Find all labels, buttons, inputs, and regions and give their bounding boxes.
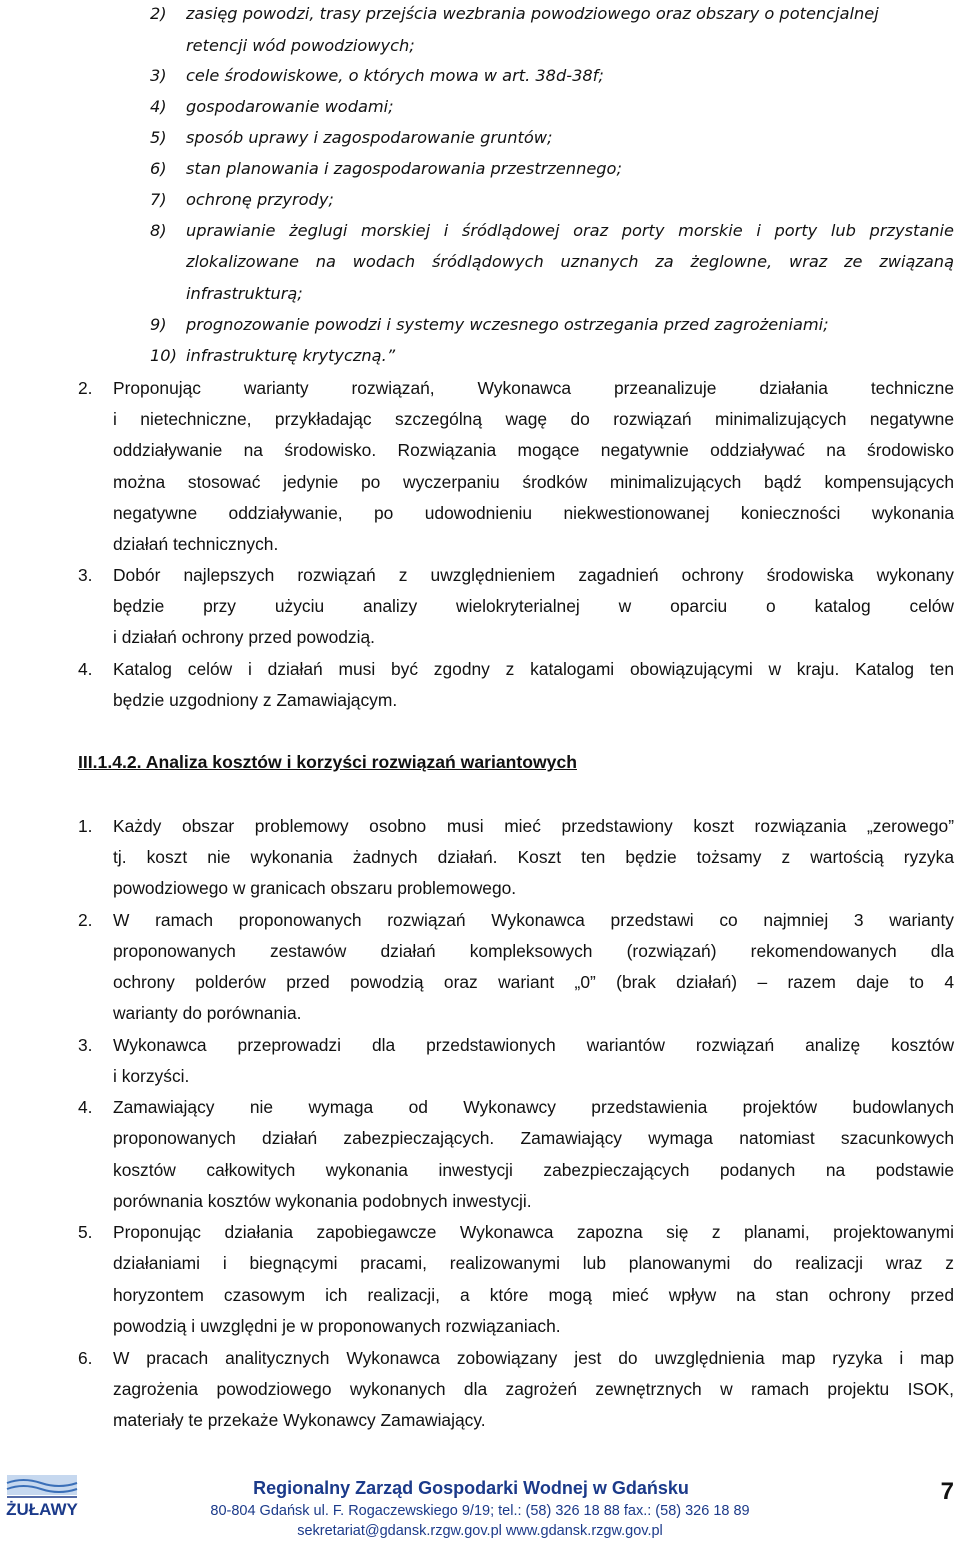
section2-num: 3. bbox=[78, 1035, 93, 1055]
top-list-line: zlokalizowane na wodach śródlądowych uznanych za żeglowne, wraz ze związaną bbox=[186, 252, 954, 271]
section1-line: będzie uzgodniony z Zamawiającym. bbox=[113, 690, 398, 710]
page-number: 7 bbox=[940, 1478, 954, 1505]
section2-line: W ramach proponowanych rozwiązań Wykonawca przedstawi co najmniej 3 warianty bbox=[113, 910, 954, 930]
section2-line: W pracach analitycznych Wykonawca zobowiązany jest do uwzględnienia map ryzyka i map bbox=[113, 1348, 954, 1368]
section2-line: warianty do porównania. bbox=[113, 1003, 302, 1023]
section2-num: 4. bbox=[78, 1097, 93, 1117]
section2-line: powodzią i uwzględni je w proponowanych rozwiązaniach. bbox=[113, 1316, 561, 1336]
section1-num: 3. bbox=[78, 565, 93, 585]
logo-text: ŻUŁAWY bbox=[6, 1500, 78, 1519]
top-list-num: 10) bbox=[150, 346, 177, 365]
footer-address: 80-804 Gdańsk ul. F. Rogaczewskiego 9/19; tel.: (58) 326 18 88 fax.: (58) 326 18 89 bbox=[210, 1503, 750, 1519]
section2-line: Wykonawca przeprowadzi dla przedstawionych wariantów rozwiązań analizę kosztów bbox=[113, 1035, 954, 1055]
section1-line: będzie przy użyciu analizy wielokryterialnej w oparciu o katalog celów bbox=[113, 596, 954, 616]
top-list-line: ochronę przyrody; bbox=[186, 190, 334, 209]
top-list-line: infrastrukturą; bbox=[186, 284, 303, 303]
section1-line: Proponując warianty rozwiązań, Wykonawca przeanalizuje działania techniczne bbox=[113, 378, 954, 398]
section2-line: zagrożenia powodziowego wykonanych dla zagrożeń zewnętrznych w ramach projektu ISOK, bbox=[113, 1379, 954, 1399]
footer-title: Regionalny Zarząd Gospodarki Wodnej w Gdańsku bbox=[253, 1478, 689, 1498]
top-list-num: 9) bbox=[150, 315, 167, 334]
top-list-num: 6) bbox=[150, 159, 167, 178]
section2-line: tj. koszt nie wykonania żadnych działań. Koszt ten będzie tożsamy z wartością ryzyka bbox=[113, 847, 954, 867]
top-list-line: zasięg powodzi, trasy przejścia wezbrania powodziowego oraz obszary o potencjalnej bbox=[186, 4, 879, 23]
zulawy-logo bbox=[3, 1473, 81, 1519]
top-list-num: 3) bbox=[150, 66, 167, 85]
section2-line: powodziowego w granicach obszaru problemowego. bbox=[113, 878, 517, 898]
section2-line: działaniami i biegnącymi pracami, realizowanymi lub planowanymi do realizacji wraz z bbox=[113, 1253, 954, 1273]
section2-line: proponowanych działań zabezpieczających. Zamawiający wymaga natomiast szacunkowych bbox=[113, 1128, 954, 1148]
top-list-num: 4) bbox=[150, 97, 167, 116]
section1-line: Katalog celów i działań musi być zgodny z katalogami obowiązującymi w kraju. Katalog ten bbox=[113, 659, 954, 679]
top-list-line: gospodarowanie wodami; bbox=[186, 97, 394, 116]
section2-line: materiały te przekaże Wykonawcy Zamawiający. bbox=[113, 1410, 486, 1430]
section2-line: ochrony polderów przed powodzią oraz wariant „0” (brak działań) – razem daje to 4 bbox=[113, 972, 954, 992]
section2-line: kosztów całkowitych wykonania inwestycji zabezpieczających podanych na podstawie bbox=[113, 1160, 954, 1180]
section2-line: horyzontem czasowym ich realizacji, a które mogą mieć wpływ na stan ochrony przed bbox=[113, 1285, 954, 1305]
top-list-line: sposób uprawy i zagospodarowanie gruntów; bbox=[186, 128, 553, 147]
section1-line: oddziaływanie na środowisko. Rozwiązania mogące negatywnie oddziaływać na środowisko bbox=[113, 440, 954, 460]
top-list-line: uprawianie żeglugi morskiej i śródlądowej oraz porty morskie i porty lub przystanie bbox=[186, 221, 954, 240]
section1-line: i działań ochrony przed powodzią. bbox=[113, 627, 375, 647]
section-heading: III.1.4.2. Analiza kosztów i korzyści rozwiązań wariantowych bbox=[78, 752, 577, 772]
section2-line: Zamawiający nie wymaga od Wykonawcy przedstawienia projektów budowlanych bbox=[113, 1097, 954, 1117]
section1-line: negatywne oddziaływanie, po udowodnieniu niekwestionowanej konieczności wykonania bbox=[113, 503, 954, 523]
section2-line: Każdy obszar problemowy osobno musi mieć przedstawiony koszt rozwiązania „zerowego” bbox=[113, 816, 954, 836]
section1-line: Dobór najlepszych rozwiązań z uwzględnieniem zagadnień ochrony środowiska wykonany bbox=[113, 565, 954, 585]
section1-line: można stosować jedynie po wyczerpaniu środków minimalizujących bądź kompensujących bbox=[113, 472, 954, 492]
top-list-num: 8) bbox=[150, 221, 167, 240]
section2-num: 5. bbox=[78, 1222, 93, 1242]
section1-line: działań technicznych. bbox=[113, 534, 279, 554]
section2-line: proponowanych zestawów działań kompleksowych (rozwiązań) rekomendowanych dla bbox=[113, 941, 954, 961]
top-list-line: stan planowania i zagospodarowania przestrzennego; bbox=[186, 159, 622, 178]
section2-line: i korzyści. bbox=[113, 1066, 190, 1086]
section2-line: porównania kosztów wykonania podobnych inwestycji. bbox=[113, 1191, 532, 1211]
top-list-line: prognozowanie powodzi i systemy wczesnego ostrzegania przed zagrożeniami; bbox=[186, 315, 829, 334]
section2-num: 2. bbox=[78, 910, 93, 930]
section1-num: 4. bbox=[78, 659, 93, 679]
section1-num: 2. bbox=[78, 378, 93, 398]
top-list-num: 2) bbox=[150, 4, 167, 23]
top-list-num: 5) bbox=[150, 128, 167, 147]
section2-num: 1. bbox=[78, 816, 93, 836]
section2-line: Proponując działania zapobiegawcze Wykonawca zapozna się z planami, projektowanymi bbox=[113, 1222, 954, 1242]
section1-line: i nietechniczne, przykładając szczególną wagę do rozwiązań minimalizujących negatywne bbox=[113, 409, 954, 429]
section2-num: 6. bbox=[78, 1348, 93, 1368]
top-list-line: retencji wód powodziowych; bbox=[186, 36, 415, 55]
top-list-line: cele środowiskowe, o których mowa w art. 38d-38f; bbox=[186, 66, 604, 85]
top-list-line: infrastrukturę krytyczną.” bbox=[186, 346, 396, 365]
top-list-num: 7) bbox=[150, 190, 167, 209]
footer-contact: sekretariat@gdansk.rzgw.gov.pl www.gdansk.rzgw.gov.pl bbox=[297, 1523, 663, 1539]
